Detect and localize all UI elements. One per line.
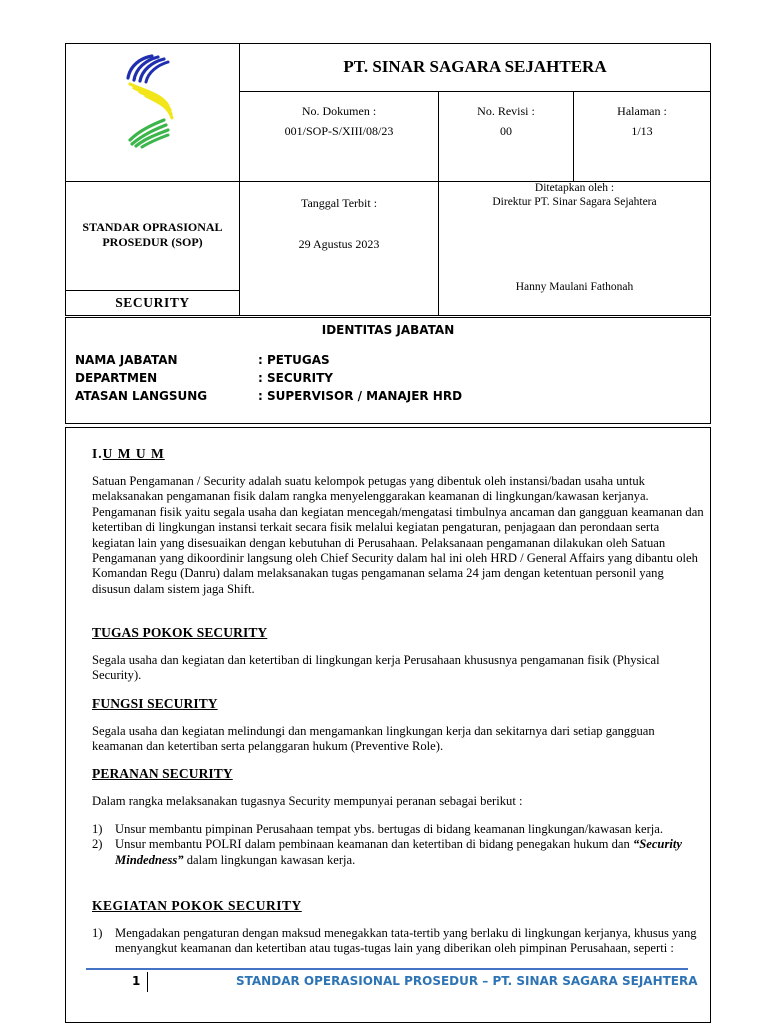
footer-text: STANDAR OPERASIONAL PROSEDUR – PT. SINAR SAGARA SEJAHTERA (236, 974, 698, 988)
identitas-title: IDENTITAS JABATAN (321, 323, 455, 337)
list-item (92, 926, 704, 957)
section-fungsi-heading: FUNGSI SECURITY (92, 696, 218, 711)
section-peranan-heading: PERANAN SECURITY (92, 766, 233, 781)
list-item (92, 822, 704, 837)
identitas-value: : SECURITY (258, 371, 333, 385)
company-logo (118, 50, 182, 150)
footer (86, 968, 698, 994)
footer-rule (86, 968, 688, 970)
kegiatan-list (92, 926, 704, 957)
umum-paragraph: Satuan Pengamanan / Security adalah suatu kelompok petugas yang dibentuk oleh instansi/badan usaha untuk melaksanakan pengamanan fisik dalam rangka menyelenggarakan keamanan di lingkungan/kawasan kerjanya. Pengamanan fisik yaitu segala usaha dan kegiatan mencegah/mengatasi timbulnya ancaman dan gangguan keamanan dan ketertiban di lingkungan instansi terkait secara fisik melalui kegiatan pengaturan, penjagaan dan perondaan serta kegiatan lain yang disesuaikan dengan kebutuhan di Perusahaan. Pelaksanaan pengamanan dilakukan oleh Satuan Pengamanan yang dikoordinir langsung oleh Chief Security dalam hal ini oleh HRD / General Affairs yang dibantu oleh Komandan Regu (Danru) dalam melaksanakan tugas pengamanan selama 24 jam dengan ketentuan personil yang disusun dalam sistem jaga Shift. (92, 474, 704, 596)
revisi-label: No. Revisi : (477, 104, 535, 118)
section-kegiatan-heading: KEGIATAN POKOK SECURITY (92, 898, 302, 913)
list-item (92, 837, 704, 868)
list-item-text: Mengadakan pengaturan dengan maksud menegakkan tata-tertib yang berlaku di lingkungan kerjanya, khusus yang menyangkut keamanan dan ketertiban atau tugas-tugas lain yang diberikan oleh pimpinan Perusahaan, seperti : (115, 926, 697, 956)
sop-title-line2: PROSEDUR (SOP) (102, 235, 203, 249)
umum-title: U M U M (102, 446, 165, 461)
list-item-text-pre: Unsur membantu POLRI dalam pembinaan keamanan dan ketertiban di bidang penegakan hukum dan (115, 837, 633, 852)
doc-no-label: No. Dokumen : (301, 104, 377, 118)
peranan-list (92, 822, 704, 868)
list-item-emphasis: “Security Mindedness” (115, 837, 682, 867)
signer-name: Hanny Maulani Fathonah (515, 281, 634, 293)
halaman-label: Halaman : (617, 104, 667, 118)
footer-page-number: 1 (132, 974, 141, 988)
footer-divider (147, 972, 148, 992)
doc-no-value: 001/SOP-S/XIII/08/23 (284, 124, 394, 138)
list-item-text-post: dalam lingkungan kawasan kerja. (183, 852, 356, 867)
sop-title-line1: STANDAR OPRASIONAL (82, 220, 223, 234)
umum-prefix: I. (92, 446, 103, 461)
department-label: SECURITY (115, 295, 190, 310)
tugas-paragraph: Segala usaha dan kegiatan dan ketertiban di lingkungan kerja Perusahaan khususnya pengamanan fisik (Physical Security). (92, 653, 660, 683)
ditetapkan-value: Direktur PT. Sinar Sagara Sejahtera (492, 196, 657, 208)
identitas-value: : SUPERVISOR / MANAJER HRD (258, 389, 463, 403)
tanggal-value: 29 Agustus 2023 (298, 237, 380, 251)
halaman-value: 1/13 (631, 124, 653, 138)
peranan-intro: Dalam rangka melaksanakan tugasnya Security mempunyai peranan sebagai berikut : (92, 794, 523, 808)
list-item-number: 1) (92, 926, 103, 940)
section-umum-heading (92, 446, 165, 462)
identitas-label: ATASAN LANGSUNG (75, 389, 208, 403)
identitas-label: NAMA JABATAN (75, 353, 178, 367)
list-item-text: Unsur membantu pimpinan Perusahaan tempat ybs. bertugas di bidang keamanan lingkungan/kawasan kerja. (115, 822, 664, 836)
revisi-value: 00 (500, 124, 512, 138)
sop-title (66, 220, 239, 250)
ditetapkan-label: Ditetapkan oleh : (534, 182, 615, 194)
section-tugas-heading: TUGAS POKOK SECURITY (92, 625, 268, 640)
tanggal-label: Tanggal Terbit : (300, 196, 378, 210)
identitas-label: DEPARTMEN (75, 371, 158, 385)
list-item-number: 2) (92, 837, 103, 852)
fungsi-paragraph: Segala usaha dan kegiatan melindungi dan mengamankan lingkungan kerja dan sekitarnya dari setiap gangguan keamanan dan ketertiban serta pelanggaran hukum (Preventive Role). (92, 724, 655, 754)
identitas-value: : PETUGAS (258, 353, 330, 367)
company-name: PT. SINAR SAGARA SEJAHTERA (343, 57, 607, 76)
list-item-number: 1) (92, 822, 103, 836)
